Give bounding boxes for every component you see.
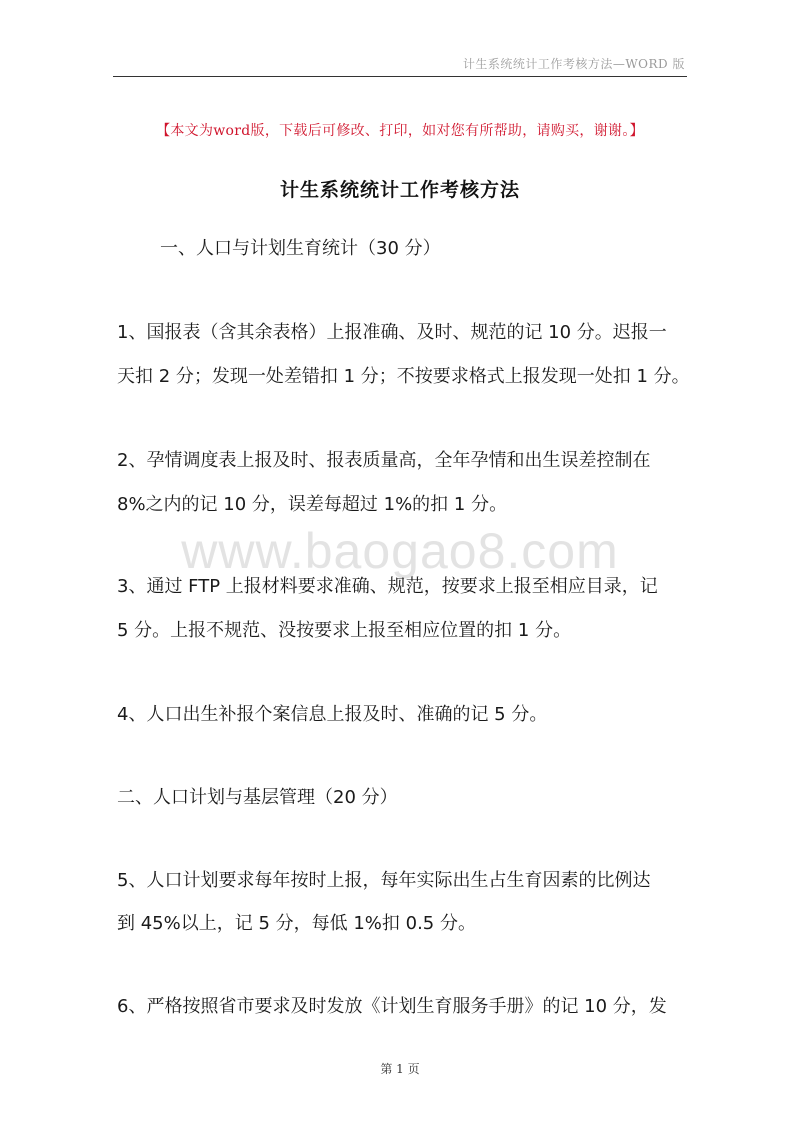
paragraph-line: 1、国报表（含其余表格）上报准确、及时、规范的记 10 分。迟报一 — [117, 322, 667, 343]
section-heading-1: 一、人口与计划生育统计（30 分） — [160, 238, 441, 259]
header-running-title: 计生系统统计工作考核方法—WORD 版 — [462, 57, 685, 71]
document-title: 计生系统统计工作考核方法 — [279, 179, 520, 201]
paragraph-line: 4、人口出生补报个案信息上报及时、准确的记 5 分。 — [117, 704, 548, 725]
watermark: www.baogao8.com — [181, 523, 619, 579]
paragraph-line: 6、严格按照省市要求及时发放《计划生育服务手册》的记 10 分，发 — [117, 996, 667, 1017]
header-rule — [113, 76, 687, 77]
paragraph-line: 5 分。上报不规范、没按要求上报至相应位置的扣 1 分。 — [117, 620, 572, 641]
paragraph-line: 3、通过 FTP 上报材料要求准确、规范，按要求上报至相应目录，记 — [117, 576, 658, 597]
paragraph-line: 天扣 2 分；发现一处差错扣 1 分；不按要求格式上报发现一处扣 1 分。 — [117, 366, 690, 387]
paragraph-line: 8%之内的记 10 分，误差每超过 1%的扣 1 分。 — [117, 494, 508, 515]
paragraph-line: 2、孕情调度表上报及时、报表质量高，全年孕情和出生误差控制在 — [117, 450, 651, 471]
page-number: 第 1 页 — [380, 1062, 420, 1076]
purchase-notice: 【本文为word版，下载后可修改、打印，如对您有所帮助，请购买，谢谢。】 — [156, 123, 644, 139]
section-heading-2: 二、人口计划与基层管理（20 分） — [117, 787, 398, 808]
paragraph-line: 5、人口计划要求每年按时上报，每年实际出生占生育因素的比例达 — [117, 870, 651, 891]
paragraph-line: 到 45%以上，记 5 分，每低 1%扣 0.5 分。 — [117, 913, 476, 934]
